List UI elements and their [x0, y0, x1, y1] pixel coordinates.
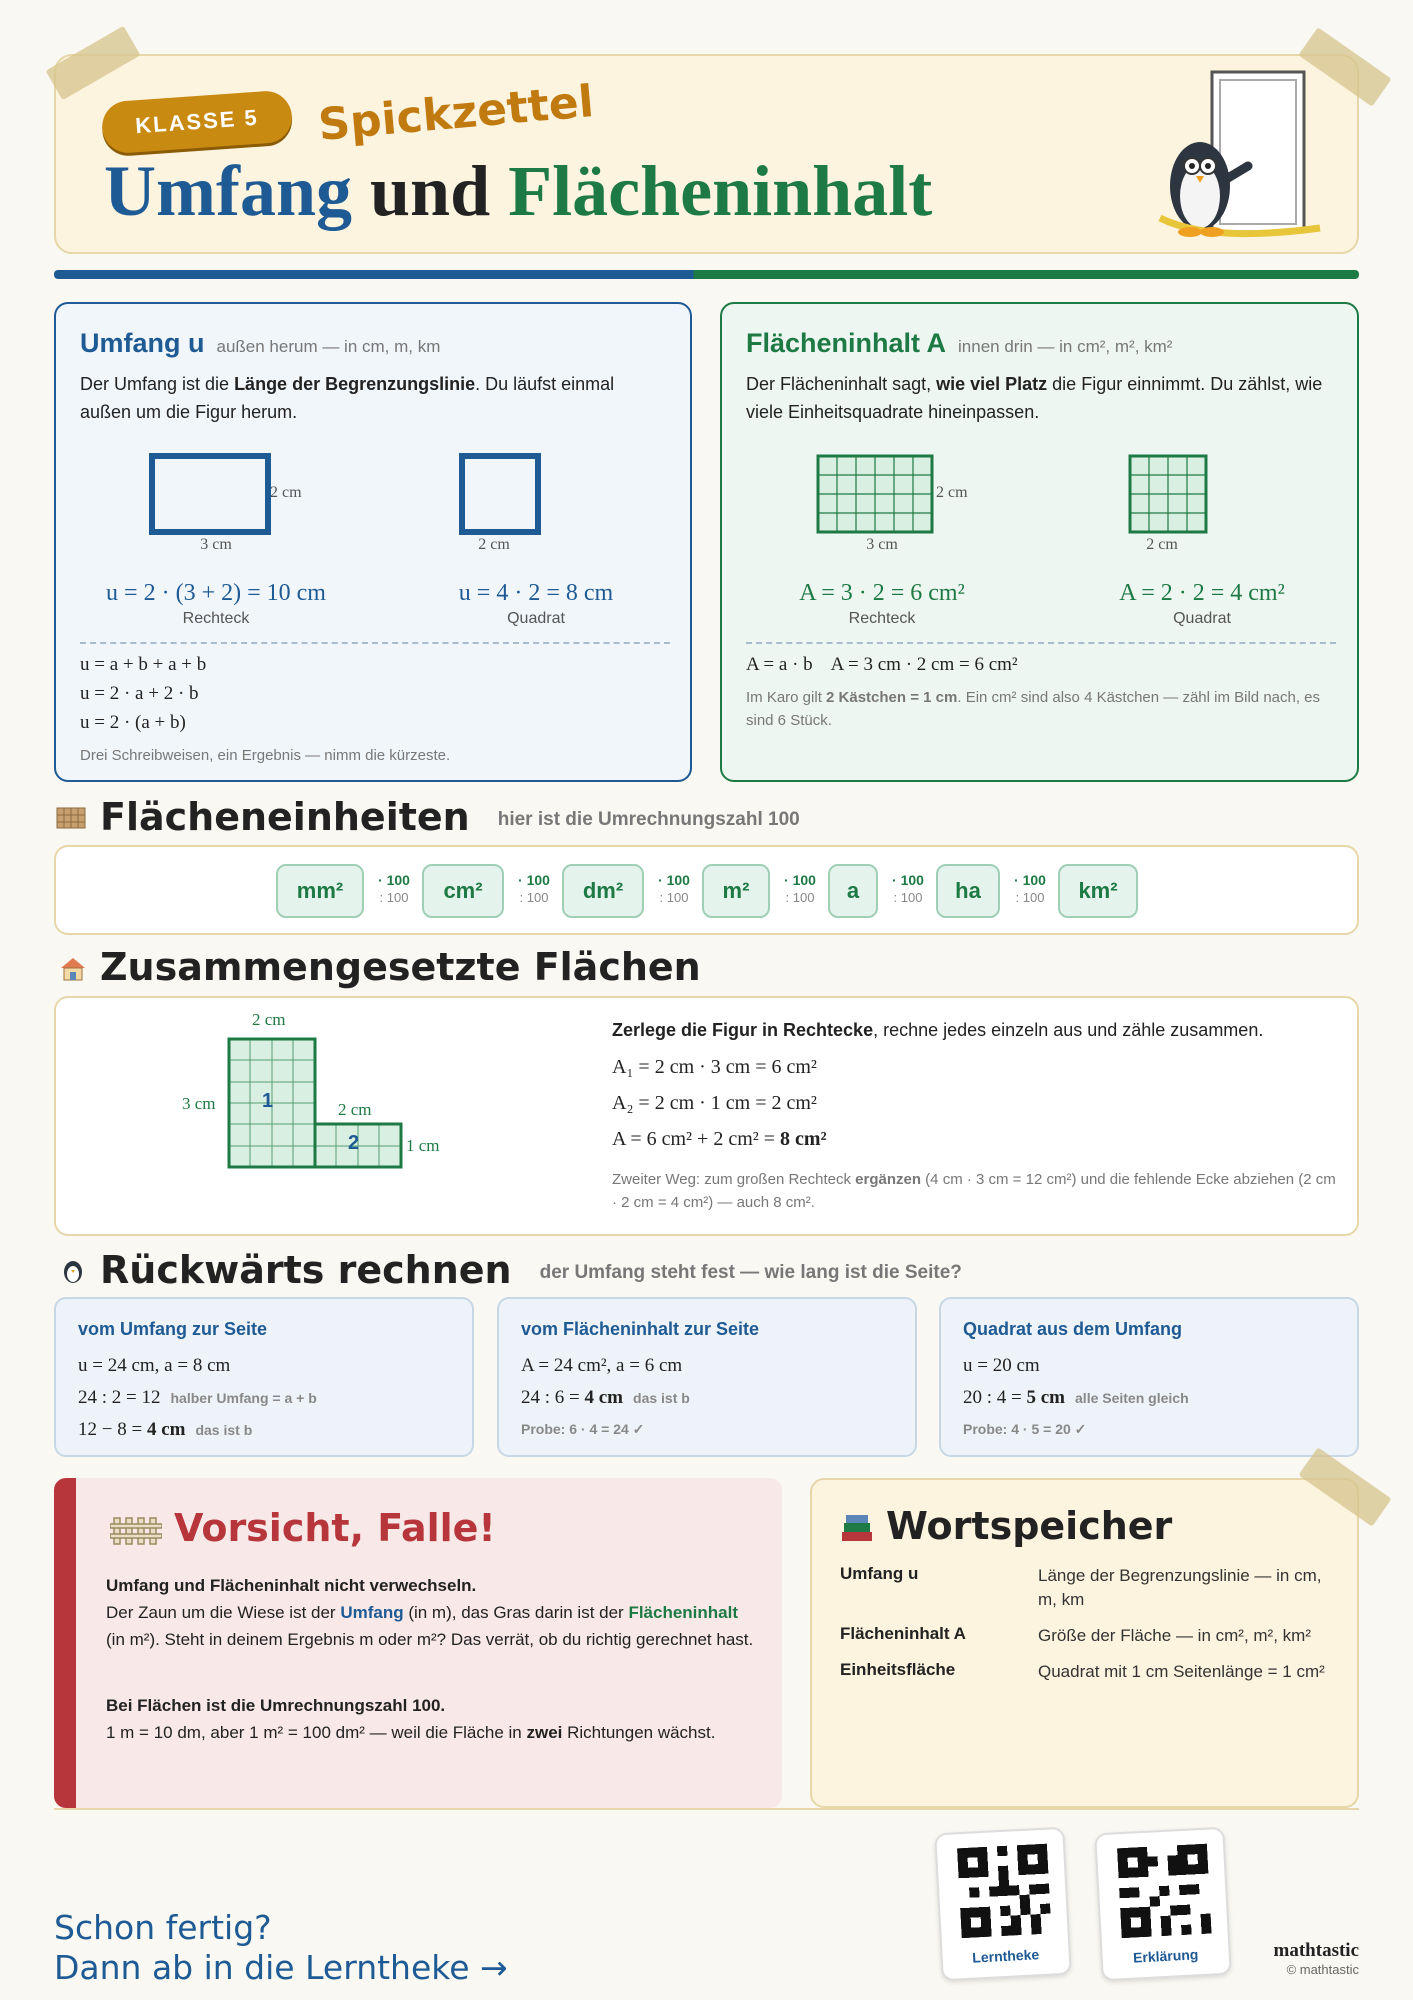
- text: (in m²). Steht in deinem Ergebnis m oder m²? Das verrät, ob du richtig gerechnet hast.: [106, 1630, 754, 1649]
- text: Der Flächeninhalt sagt,: [746, 374, 937, 394]
- rueck-heading: [100, 1248, 962, 1292]
- text-bold: ergänzen: [855, 1171, 922, 1188]
- rect-height-label: 2 cm: [270, 484, 302, 501]
- wortspeicher-heading: Wortspeicher: [886, 1504, 1173, 1548]
- grid-rect-height-label: 2 cm: [936, 484, 968, 501]
- part-1-label: 1: [262, 1090, 274, 1112]
- text-bold: Zerlege die Figur in Rechtecke: [612, 1020, 874, 1040]
- unit-dm2: dm²: [562, 864, 644, 918]
- card-line: [963, 1387, 1189, 1409]
- grade-badge: KLASSE 5: [100, 89, 293, 154]
- umfang-formula-line: u = 2 · a + 2 · b: [80, 683, 199, 704]
- text: Der Umfang ist die: [80, 374, 235, 394]
- copyright: © mathtastic: [1286, 1962, 1359, 1977]
- penguin-mascot-illustration: [1150, 68, 1335, 248]
- text: . Ein cm² sind also 4 Kästchen — zähl im Bild nach, es sind 6 Stück.: [746, 689, 1321, 729]
- unit-conversion-strip: [54, 845, 1359, 935]
- footer-divider: [54, 1808, 1359, 1810]
- qr-card-lerntheke[interactable]: [934, 1827, 1072, 1982]
- divide-label: : 100: [893, 890, 923, 905]
- composite-line-2: A₂ = 2 cm · 1 cm = 2 cm²: [612, 1092, 817, 1114]
- text: 1 m = 10 dm, aber 1 m² = 100 dm² — weil die Fläche in: [106, 1723, 527, 1742]
- footer-line-1: Schon fertig?: [54, 1908, 272, 1947]
- glossary-definition: Quadrat mit 1 cm Seitenlänge = 1 cm²: [1038, 1662, 1325, 1681]
- text-bold: Bei Flächen ist die Umrechnungszahl 100.: [106, 1696, 446, 1715]
- brand-logo: mathtastic: [1273, 1940, 1359, 1961]
- text: A = 6 cm² + 2 cm² =: [612, 1128, 781, 1150]
- conversion-step: [514, 871, 554, 907]
- umfang-formula-rect-caption: Rechteck: [182, 610, 250, 627]
- kicker-text: Spickzettel: [316, 76, 596, 151]
- card-line: [521, 1387, 690, 1409]
- card-check: Probe: 4 · 5 = 20 ✓: [963, 1421, 1087, 1437]
- text: 20 : 4 =: [963, 1387, 1027, 1408]
- divider: [746, 642, 1336, 644]
- conversion-step: [780, 871, 820, 907]
- l-shape-top-label: 2 cm: [252, 1010, 286, 1029]
- composite-note: [612, 1168, 1342, 1214]
- conversion-step: [1010, 871, 1050, 907]
- warning-panel: [54, 1478, 782, 1808]
- penguin-icon: [58, 1258, 88, 1284]
- title-und: und: [370, 151, 491, 231]
- divide-label: : 100: [785, 890, 815, 905]
- text: . Du läufst einmal außen um die Figur herum.: [80, 374, 615, 422]
- term-umfang: Umfang: [340, 1603, 404, 1622]
- warning-accent-bar: [54, 1478, 76, 1808]
- multiply-label: · 100: [892, 872, 924, 888]
- composite-result: 8 cm²: [780, 1128, 827, 1150]
- composite-line-3: [612, 1128, 827, 1151]
- card-title: Quadrat aus dem Umfang: [963, 1319, 1183, 1339]
- flaeche-formula-square: A = 2 · 2 = 4 cm²: [1119, 580, 1285, 606]
- flaeche-formula-rect-caption: Rechteck: [848, 610, 916, 627]
- card-result: 4 cm: [584, 1387, 624, 1408]
- qr-code-icon: [1117, 1844, 1212, 1939]
- card-quadrat-aus-umfang: [939, 1297, 1359, 1457]
- text-bold: zwei: [526, 1723, 563, 1742]
- books-icon: [840, 1514, 874, 1544]
- text-bold: Umfang und Flächeninhalt nicht verwechseln.: [106, 1576, 477, 1595]
- umfang-note: Drei Schreibweisen, ein Ergebnis — nimm die kürzeste.: [80, 747, 451, 764]
- conversion-step: [888, 871, 928, 907]
- card-title: vom Flächeninhalt zur Seite: [521, 1319, 760, 1339]
- qr-label-erklaerung: Erklärung: [1132, 1946, 1199, 1966]
- glossary-term: Flächeninhalt A: [840, 1624, 966, 1643]
- text: die Figur einnimmt. Du zählst, wie viele Einheitsquadrate hineinpassen.: [746, 374, 1323, 422]
- glossary-definition: Länge der Begrenzungslinie — in cm, m, km: [1038, 1566, 1322, 1609]
- composite-intro: [612, 1020, 1342, 1041]
- text: , rechne jedes einzeln aus und zähle zusammen.: [873, 1020, 1264, 1040]
- flaeche-formula-rect: A = 3 · 2 = 6 cm²: [799, 580, 965, 606]
- umfang-heading-text: Umfang u: [80, 328, 205, 358]
- brand-block: [1274, 1940, 1359, 1977]
- umfang-description: [80, 370, 660, 426]
- flaeche-panel: [720, 302, 1359, 782]
- grid-rect-width-label: 3 cm: [866, 536, 898, 553]
- multiply-label: · 100: [1014, 872, 1046, 888]
- glossary-definition: Größe der Fläche — in cm², m², km²: [1038, 1626, 1311, 1645]
- card-note: das ist b: [633, 1390, 690, 1406]
- umfang-panel: [54, 302, 692, 782]
- unit-cm2: cm²: [422, 864, 504, 918]
- warning-paragraph-1: [106, 1572, 756, 1653]
- l-shape-figure: [226, 1036, 426, 1176]
- card-result: 4 cm: [146, 1419, 186, 1440]
- rect-width-label: 3 cm: [200, 536, 232, 553]
- card-line: A = 24 cm², a = 6 cm: [521, 1355, 683, 1376]
- text: (in m), das Gras darin ist der: [403, 1603, 629, 1622]
- wortspeicher-panel: [810, 1478, 1359, 1808]
- text-bold: Länge der Begrenzungslinie: [234, 374, 476, 394]
- square-side-label: 2 cm: [478, 536, 510, 553]
- conversion-step: [374, 871, 414, 907]
- tiles-icon: [56, 806, 86, 832]
- umfang-formula-square-caption: Quadrat: [507, 610, 565, 627]
- multiply-label: · 100: [378, 872, 410, 888]
- footer-cta[interactable]: [54, 1908, 508, 1988]
- text-bold: wie viel Platz: [936, 374, 1048, 394]
- glossary-term: Einheitsfläche: [840, 1660, 956, 1679]
- card-line: [78, 1419, 252, 1441]
- card-line: u = 20 cm: [963, 1355, 1040, 1376]
- glossary-term: Umfang u: [840, 1564, 919, 1583]
- divide-label: : 100: [659, 890, 689, 905]
- card-note: das ist b: [195, 1422, 253, 1438]
- page-title: [104, 150, 932, 233]
- flaeche-heading: [746, 328, 1172, 359]
- multiply-label: · 100: [518, 872, 550, 888]
- flaeche-heading-text: Flächeninhalt A: [746, 328, 947, 358]
- qr-code-icon: [957, 1844, 1052, 1939]
- zusammen-heading: Zusammengesetzte Flächen: [100, 945, 701, 989]
- text: Zweiter Weg: zum großen Rechteck: [612, 1171, 856, 1188]
- card-flaeche-zur-seite: [497, 1297, 917, 1457]
- card-check: Probe: 6 · 4 = 24 ✓: [521, 1421, 645, 1437]
- text: 24 : 6 =: [521, 1387, 585, 1408]
- text: Richtungen wächst.: [562, 1723, 716, 1742]
- conversion-step: [654, 871, 694, 907]
- card-line: u = 24 cm, a = 8 cm: [78, 1355, 231, 1376]
- einheiten-heading-text: Flächeneinheiten: [100, 795, 470, 839]
- title-flaecheninhalt: Flächeninhalt: [508, 151, 933, 231]
- rueck-subtitle: der Umfang steht fest — wie lang ist die Seite?: [539, 1261, 962, 1283]
- flaeche-formula-square-caption: Quadrat: [1173, 610, 1231, 627]
- umfang-heading: [80, 328, 440, 359]
- qr-card-erklaerung[interactable]: [1094, 1827, 1232, 1982]
- umfang-subtitle: außen herum — in cm, m, km: [216, 337, 441, 356]
- flaeche-subtitle: innen drin — in cm², m², km²: [958, 337, 1173, 356]
- l-shape-right-label: 1 cm: [406, 1136, 440, 1155]
- rueck-heading-text: Rückwärts rechnen: [100, 1248, 512, 1292]
- grid-square-side-label: 2 cm: [1146, 536, 1178, 553]
- header-divider: [54, 270, 1359, 279]
- divide-label: : 100: [1015, 890, 1045, 905]
- term-flaecheninhalt: Flächeninhalt: [628, 1603, 739, 1622]
- l-shape-left-label: 3 cm: [182, 1094, 216, 1113]
- text: Der Zaun um die Wiese ist der: [106, 1603, 341, 1622]
- text: 24 : 2 = 12: [78, 1387, 161, 1408]
- fence-icon: [110, 1512, 162, 1546]
- text: 12 − 8 =: [78, 1419, 147, 1440]
- umfang-formula-line: u = a + b + a + b: [80, 654, 207, 675]
- unit-a: a: [828, 864, 878, 918]
- card-line: [78, 1387, 317, 1409]
- warning-heading: Vorsicht, Falle!: [174, 1506, 496, 1550]
- text: (4 cm · 3 cm = 12 cm²) und die fehlende Ecke abziehen (2 cm · 2 cm = 4 cm²) — auch 8 cm².: [612, 1171, 1336, 1211]
- footer-line-2: Dann ab in die Lerntheke →: [54, 1948, 508, 1987]
- multiply-label: · 100: [658, 872, 690, 888]
- card-umfang-zur-seite: [54, 1297, 474, 1457]
- flaeche-formula-line: A = a · b A = 3 cm · 2 cm = 6 cm²: [746, 654, 1018, 675]
- card-result: 5 cm: [1026, 1387, 1066, 1408]
- umfang-formula-square: u = 4 · 2 = 8 cm: [458, 580, 614, 606]
- house-icon: [58, 956, 88, 982]
- unit-m2: m²: [702, 864, 770, 918]
- composite-line-1: A₁ = 2 cm · 3 cm = 6 cm²: [612, 1056, 817, 1078]
- qr-label-lerntheke: Lerntheke: [971, 1946, 1040, 1966]
- divide-label: : 100: [519, 890, 549, 905]
- einheiten-heading: [100, 795, 800, 839]
- flaeche-description: [746, 370, 1326, 426]
- l-shape-mid-label: 2 cm: [338, 1100, 372, 1119]
- umfang-formula-line: u = 2 · (a + b): [80, 712, 186, 733]
- umfang-formula-rect: u = 2 · (3 + 2) = 10 cm: [106, 580, 326, 606]
- unit-ha: ha: [936, 864, 1000, 918]
- unit-km2: km²: [1058, 864, 1138, 918]
- composite-area-panel: [54, 996, 1359, 1236]
- title-umfang: Umfang: [104, 151, 352, 231]
- divide-label: : 100: [379, 890, 409, 905]
- card-title: vom Umfang zur Seite: [78, 1319, 268, 1339]
- multiply-label: · 100: [784, 872, 816, 888]
- divider: [80, 642, 670, 644]
- warning-paragraph-2: [106, 1692, 756, 1746]
- unit-mm2: mm²: [276, 864, 364, 918]
- text-bold: 2 Kästchen = 1 cm: [826, 689, 958, 706]
- part-2-label: 2: [348, 1132, 360, 1154]
- flaeche-note: [746, 686, 1336, 732]
- card-note: halber Umfang = a + b: [170, 1390, 317, 1406]
- card-note: alle Seiten gleich: [1075, 1390, 1189, 1406]
- text: Im Karo gilt: [746, 689, 827, 706]
- einheiten-subtitle: hier ist die Umrechnungszahl 100: [497, 808, 800, 830]
